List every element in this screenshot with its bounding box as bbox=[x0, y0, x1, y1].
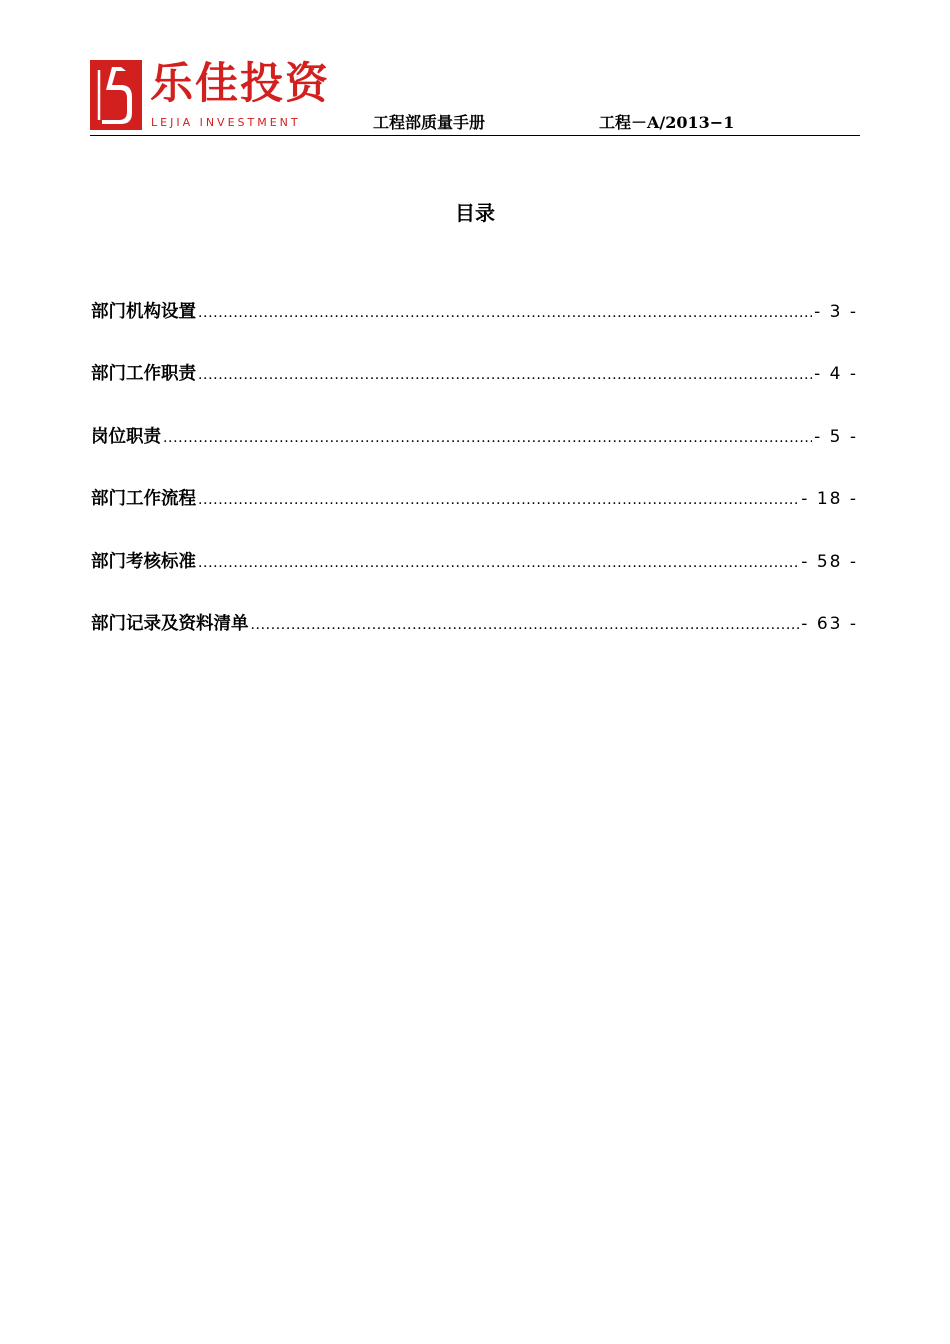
toc-entry-text[interactable]: 部门机构设置 bbox=[91, 302, 196, 322]
toc-entry-text[interactable]: 岗位职责 bbox=[91, 426, 161, 447]
toc-dot-leader bbox=[198, 551, 799, 575]
toc-dot-leader bbox=[163, 426, 812, 450]
toc-entry[interactable] bbox=[91, 487, 858, 549]
toc-entry-page[interactable]: - 4 - bbox=[814, 364, 858, 385]
toc-dot-leader bbox=[198, 301, 812, 325]
page-header bbox=[90, 58, 860, 136]
toc-entry-page[interactable]: - 58 - bbox=[801, 551, 858, 572]
toc-entry-page[interactable]: - 18 - bbox=[801, 489, 858, 510]
toc-dot-leader bbox=[251, 613, 800, 637]
document-title: 工程部质量手册 bbox=[373, 113, 486, 132]
table-of-contents bbox=[91, 300, 858, 674]
toc-entry-page[interactable]: - 63 - bbox=[801, 613, 858, 634]
toc-entry[interactable] bbox=[91, 550, 858, 612]
toc-entry-text[interactable]: 部门工作职责 bbox=[91, 364, 196, 385]
toc-entry-page[interactable]: - 3 - bbox=[814, 302, 858, 322]
brand-name-en: LEJIA INVESTMENT bbox=[151, 116, 301, 129]
lejia-logo-icon bbox=[90, 60, 142, 130]
brand-name-cn: 乐佳投资 bbox=[150, 59, 330, 109]
toc-entry-page[interactable]: - 5 - bbox=[814, 426, 858, 447]
toc-entry-text[interactable]: 部门工作流程 bbox=[91, 489, 196, 510]
toc-dot-leader bbox=[198, 363, 812, 387]
toc-entry[interactable] bbox=[91, 425, 858, 487]
toc-entry-text[interactable]: 部门考核标准 bbox=[91, 551, 196, 572]
toc-entry[interactable] bbox=[91, 362, 858, 424]
toc-entry[interactable] bbox=[91, 612, 858, 674]
toc-title: 目录 bbox=[455, 201, 495, 225]
toc-entry[interactable] bbox=[91, 300, 858, 362]
document-code: 工程－A/2013−1 bbox=[599, 113, 735, 132]
header-divider bbox=[90, 135, 860, 136]
toc-dot-leader bbox=[198, 488, 799, 512]
toc-entry-text[interactable]: 部门记录及资料清单 bbox=[91, 613, 249, 634]
